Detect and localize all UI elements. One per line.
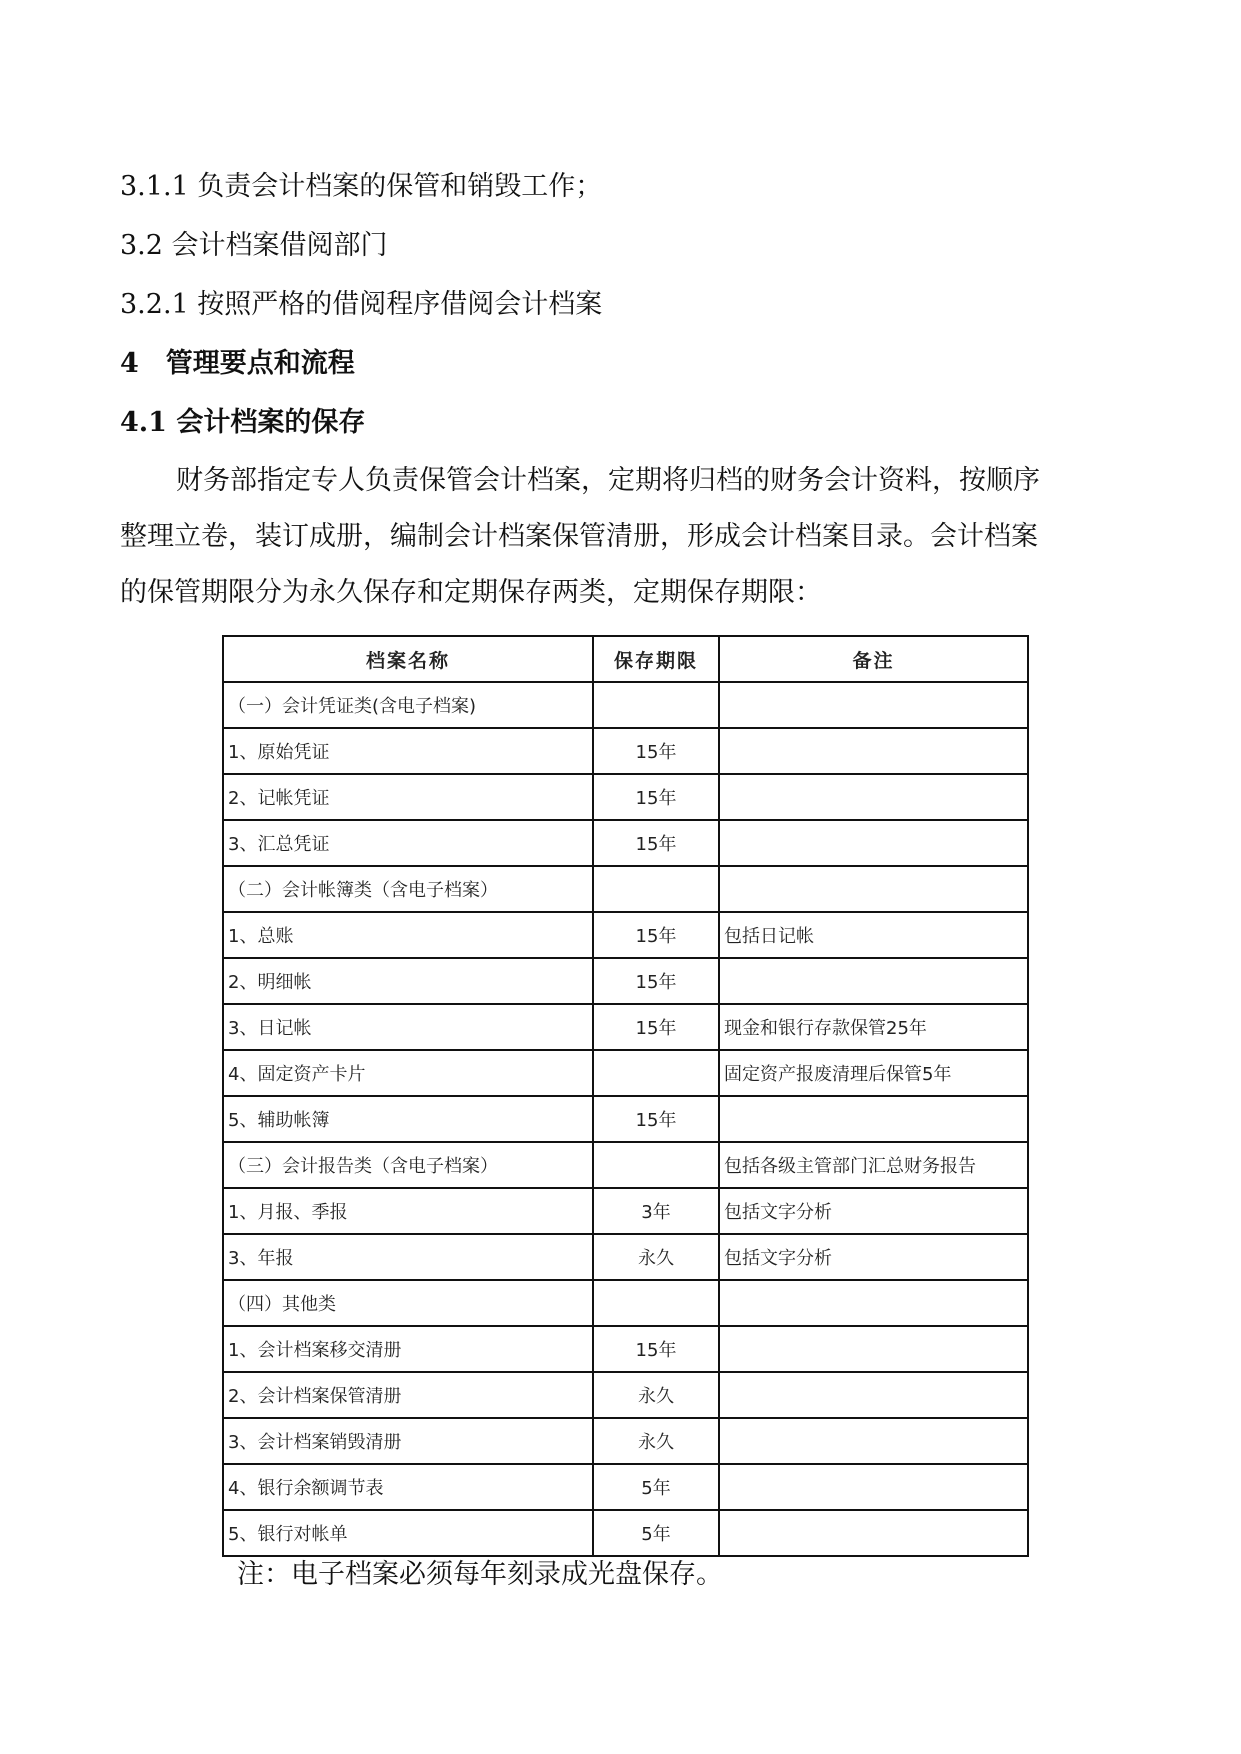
cell-retention-period: 永久 — [593, 1372, 719, 1418]
cell-remarks — [719, 1280, 1028, 1326]
cell-archive-name: 4、银行余额调节表 — [223, 1464, 593, 1510]
cell-archive-name: 1、原始凭证 — [223, 728, 593, 774]
table-row — [223, 728, 1028, 774]
cell-archive-name: 1、会计档案移交清册 — [223, 1326, 593, 1372]
table-row — [223, 682, 1028, 728]
cell-retention-period: 永久 — [593, 1418, 719, 1464]
table-row — [223, 1142, 1028, 1188]
cell-remarks — [719, 1418, 1028, 1464]
cell-retention-period: 15年 — [593, 1004, 719, 1050]
cell-remarks: 包括日记帐 — [719, 912, 1028, 958]
clause-3-2-1: 3.2.1 按照严格的借阅程序借阅会计档案 — [120, 289, 603, 320]
table-row — [223, 958, 1028, 1004]
cell-archive-name: 2、明细帐 — [223, 958, 593, 1004]
cell-retention-period — [593, 866, 719, 912]
cell-retention-period: 永久 — [593, 1234, 719, 1280]
cell-retention-period: 15年 — [593, 774, 719, 820]
table-row — [223, 1326, 1028, 1372]
cell-remarks — [719, 820, 1028, 866]
table-row — [223, 1050, 1028, 1096]
cell-remarks — [719, 1464, 1028, 1510]
table-row — [223, 1004, 1028, 1050]
cell-archive-name: 2、会计档案保管清册 — [223, 1372, 593, 1418]
cell-retention-period: 15年 — [593, 958, 719, 1004]
cell-retention-period: 15年 — [593, 728, 719, 774]
cell-remarks — [719, 866, 1028, 912]
header-retention-period: 保存期限 — [593, 636, 719, 682]
cell-retention-period: 5年 — [593, 1464, 719, 1510]
cell-archive-name: （四）其他类 — [223, 1280, 593, 1326]
table-row — [223, 1372, 1028, 1418]
table-row — [223, 866, 1028, 912]
cell-retention-period: 3年 — [593, 1188, 719, 1234]
table-row — [223, 1510, 1028, 1556]
clause-3-1-1: 3.1.1 负责会计档案的保管和销毁工作； — [120, 171, 603, 202]
cell-archive-name: 4、固定资产卡片 — [223, 1050, 593, 1096]
cell-retention-period — [593, 682, 719, 728]
table-row — [223, 1280, 1028, 1326]
table-row — [223, 774, 1028, 820]
cell-archive-name: （一）会计凭证类(含电子档案) — [223, 682, 593, 728]
cell-archive-name: 3、会计档案销毁清册 — [223, 1418, 593, 1464]
cell-archive-name: （二）会计帐簿类（含电子档案） — [223, 866, 593, 912]
cell-archive-name: （三）会计报告类（含电子档案） — [223, 1142, 593, 1188]
cell-remarks — [719, 682, 1028, 728]
cell-archive-name: 3、日记帐 — [223, 1004, 593, 1050]
cell-archive-name: 3、汇总凭证 — [223, 820, 593, 866]
cell-retention-period: 15年 — [593, 820, 719, 866]
cell-archive-name: 1、月报、季报 — [223, 1188, 593, 1234]
cell-remarks — [719, 1096, 1028, 1142]
cell-remarks: 包括文字分析 — [719, 1234, 1028, 1280]
section-4-1-heading: 4.1 会计档案的保存 — [120, 407, 366, 438]
cell-remarks — [719, 1372, 1028, 1418]
cell-remarks — [719, 728, 1028, 774]
cell-remarks — [719, 958, 1028, 1004]
table-row — [223, 912, 1028, 958]
storage-paragraph — [120, 453, 1130, 621]
paragraph-line: 整理立卷，装订成册，编制会计档案保管清册，形成会计档案目录。会计档案 — [120, 521, 1038, 552]
clause-3-2: 3.2 会计档案借阅部门 — [120, 230, 388, 261]
cell-retention-period: 15年 — [593, 912, 719, 958]
retention-table — [222, 635, 1029, 1557]
table-row — [223, 1188, 1028, 1234]
cell-archive-name: 3、年报 — [223, 1234, 593, 1280]
cell-archive-name: 2、记帐凭证 — [223, 774, 593, 820]
cell-remarks — [719, 1326, 1028, 1372]
table-header-row — [223, 636, 1028, 682]
footnote: 注：电子档案必须每年刻录成光盘保存。 — [237, 1559, 723, 1590]
cell-remarks: 包括文字分析 — [719, 1188, 1028, 1234]
paragraph-line: 财务部指定专人负责保管会计档案，定期将归档的财务会计资料，按顺序 — [176, 465, 1040, 496]
cell-retention-period: 15年 — [593, 1096, 719, 1142]
cell-remarks — [719, 1510, 1028, 1556]
section-4-heading: 4 管理要点和流程 — [120, 348, 355, 379]
cell-retention-period — [593, 1050, 719, 1096]
cell-retention-period: 5年 — [593, 1510, 719, 1556]
table-row — [223, 1234, 1028, 1280]
header-remarks: 备注 — [719, 636, 1028, 682]
cell-retention-period: 15年 — [593, 1326, 719, 1372]
cell-remarks: 包括各级主管部门汇总财务报告 — [719, 1142, 1028, 1188]
table-row — [223, 820, 1028, 866]
cell-archive-name: 5、辅助帐簿 — [223, 1096, 593, 1142]
paragraph-line: 的保管期限分为永久保存和定期保存两类，定期保存期限： — [120, 577, 822, 608]
table-row — [223, 1464, 1028, 1510]
header-archive-name: 档案名称 — [223, 636, 593, 682]
table-row — [223, 1418, 1028, 1464]
cell-retention-period — [593, 1142, 719, 1188]
table-row — [223, 1096, 1028, 1142]
cell-retention-period — [593, 1280, 719, 1326]
cell-remarks: 固定资产报废清理后保管5年 — [719, 1050, 1028, 1096]
cell-archive-name: 5、银行对帐单 — [223, 1510, 593, 1556]
cell-remarks: 现金和银行存款保管25年 — [719, 1004, 1028, 1050]
cell-remarks — [719, 774, 1028, 820]
cell-archive-name: 1、总账 — [223, 912, 593, 958]
